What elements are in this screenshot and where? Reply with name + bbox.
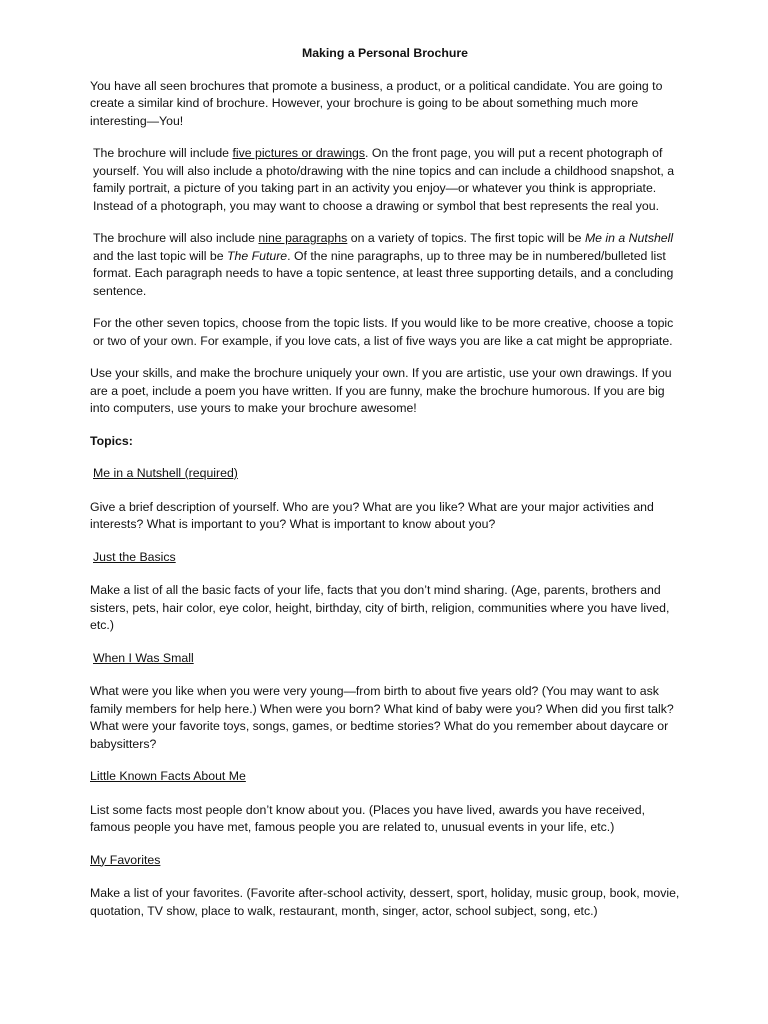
paragraphs-text-before: The brochure will also include: [93, 231, 259, 245]
paragraphs-text-after: . Of the nine paragraphs, up to three may be in numbered/bulleted list format. Each paragraph needs to have a topic sentence, at least three supporting details, and a concluding sentence.: [93, 248, 674, 298]
topics-heading: Topics:: [90, 433, 133, 448]
pictures-underlined-phrase: five pictures or drawings: [232, 146, 366, 160]
pictures-paragraph: [90, 145, 680, 215]
topic-heading: [90, 768, 680, 786]
skills-paragraph: Use your skills, and make the brochure uniquely your own. If you are artistic, use your own drawings. If you are a poet, include a poem you have written. If you are funny, make the brochure humorous. If you are big into computers, use yours to make your brochure awesome!: [90, 366, 672, 415]
topic-heading-text: Just the Basics: [93, 549, 176, 564]
topic-heading-text: When I Was Small: [93, 650, 194, 665]
pictures-text-after: . On the front page, you will put a recent photograph of yourself. You will also include a photo/drawing with the nine topics and can include a childhood snapshot, a family portrait, a picture of you taking part in an activity you enjoy—or whatever you think is appropriate. Instead of a photograph, you may want to choose a drawing or symbol that best represents the real you.: [93, 146, 675, 213]
topic-heading-text: Me in a Nutshell (required): [93, 466, 238, 480]
document-page: [90, 45, 680, 935]
topic-body: Make a list of your favorites. (Favorite after-school activity, dessert, sport, holiday, music group, book, movie, quotation, TV show, place to walk, restaurant, month, singer, actor, school subject, song, etc.): [90, 886, 680, 918]
topic-heading: [90, 650, 680, 668]
paragraphs-text-mid2: and the last topic will be: [93, 248, 227, 263]
topic-heading-text: My Favorites: [90, 852, 161, 867]
first-topic-name: Me in a Nutshell: [584, 231, 674, 245]
topic-heading: [90, 549, 680, 567]
topic-body: List some facts most people don’t know about you. (Places you have lived, awards you have received, famous people you have met, famous people you are related to, unusual events in your life, etc.): [90, 802, 646, 834]
paragraphs-underlined-phrase: nine paragraphs: [258, 231, 348, 245]
topic-body: Give a brief description of yourself. Who are you? What are you like? What are your major activities and interests? What is important to you? What is important to know about you?: [90, 499, 654, 531]
intro-paragraph: You have all seen brochures that promote a business, a product, or a political candidate. You are going to create a similar kind of brochure. However, your brochure is going to be about something much more interesting—You!: [90, 78, 663, 128]
last-topic-name: The Future: [226, 248, 288, 263]
pictures-text-before: The brochure will include: [93, 146, 233, 160]
paragraphs-text-mid1: on a variety of topics. The first topic will be: [347, 231, 585, 245]
topic-heading: [90, 465, 680, 483]
page-title: Making a Personal Brochure: [301, 46, 469, 60]
topic-body: What were you like when you were very young—from birth to about five years old? (You may want to ask family members for help here.) When were you born? What kind of baby were you? When did you first talk? What were your favorite toys, songs, games, or bedtime stories? What do you remember about daycare or babysitters?: [90, 684, 674, 751]
topic-heading: [90, 852, 680, 870]
other-topics-paragraph: For the other seven topics, choose from the topic lists. If you would like to be more creative, choose a topic or two of your own. For example, if you love cats, a list of five ways you are like a cat might be appropriate.: [93, 316, 674, 348]
paragraphs-info-paragraph: [90, 230, 680, 300]
topic-body: Make a list of all the basic facts of your life, facts that you don’t mind sharing. (Age, parents, brothers and sisters, pets, hair color, eye color, height, birthday, city of birth, religion, communities where you have lived, etc.): [90, 583, 670, 632]
topic-heading-text: Little Known Facts About Me: [90, 769, 246, 783]
